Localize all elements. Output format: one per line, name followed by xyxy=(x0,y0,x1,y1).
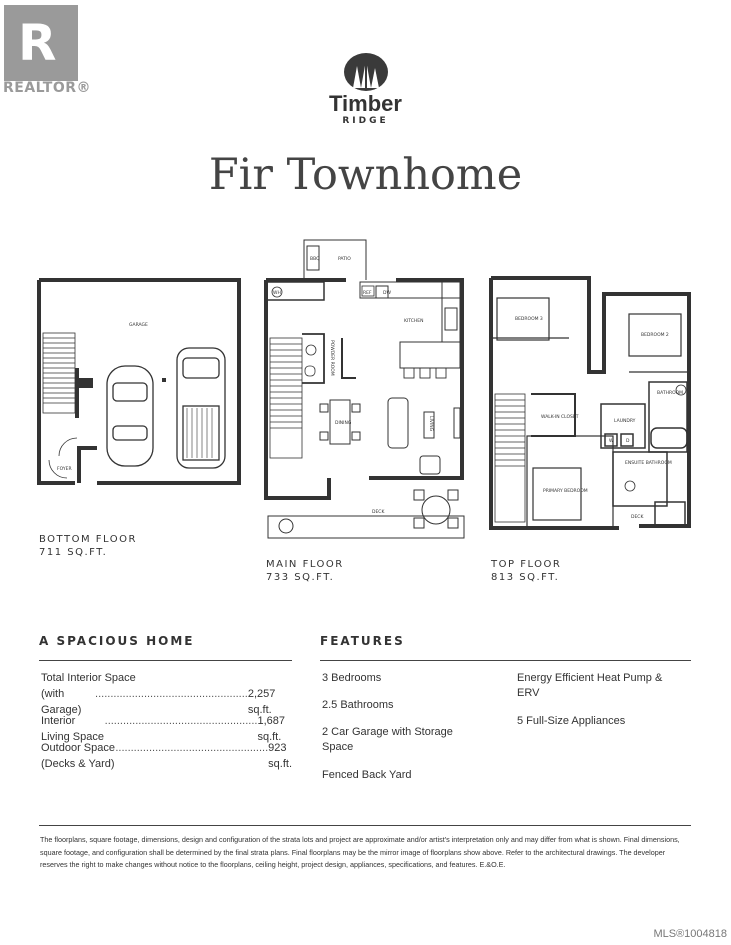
stat-label: Outdoor Space (Decks & Yard) xyxy=(41,742,115,770)
features-divider xyxy=(320,660,691,661)
spacious-heading: A SPACIOUS HOME xyxy=(39,634,195,648)
room-label-bathroom: BATHROOM xyxy=(657,391,684,396)
features-heading: FEATURES xyxy=(320,634,405,648)
leader-dots: .................................................. xyxy=(95,688,248,700)
room-label-deck: DECK xyxy=(372,510,385,515)
room-label-bedroom3: BEDROOM 3 xyxy=(515,317,543,322)
floor-area: 711 SQ.FT. xyxy=(39,547,108,558)
feature-item: Fenced Back Yard xyxy=(322,769,412,781)
stat-row-total xyxy=(41,670,292,718)
bottom-floor-label xyxy=(39,533,137,559)
stat-label-cont: (with Garage) xyxy=(41,688,82,716)
stat-label: Interior Living Space xyxy=(41,715,104,743)
bbq-label: BBQ xyxy=(310,257,320,262)
floor-area: 813 SQ.FT. xyxy=(491,572,560,583)
room-label-laundry: LAUNDRY xyxy=(614,419,636,424)
stat-label: Total Interior Space xyxy=(41,672,136,684)
wh-label: WH xyxy=(273,291,281,296)
stat-value: 1,687 sq.ft. xyxy=(257,715,285,743)
main-floor-label xyxy=(266,558,344,584)
room-label-walkin: WALK-IN CLOSET xyxy=(541,415,579,420)
leader-dots: .................................................. xyxy=(115,742,269,754)
disclaimer-text: The floorplans, square footage, dimensions, design and configuration of the strata lots and project are approximate and/or artist's interpretation only and may differ from what is shown. Final dimensions, square footage, and configuration shall be determined by the final strata plans. Final floorplans may be the mirror image of floorplans show above. Refer to the architectural drawings. The developer reserves the right to make changes without notice to the floorplans, ceiling height, project design, appliances, specifications, and features. E.&O.E. xyxy=(40,835,680,869)
room-label-living: LIVING xyxy=(428,416,433,432)
floor-name: BOTTOM FLOOR xyxy=(39,534,137,545)
top-floor-plan xyxy=(489,276,693,544)
room-label-garage: GARAGE xyxy=(129,323,148,328)
brand-subname: RIDGE xyxy=(342,116,389,126)
room-label-bedroom2: BEDROOM 2 xyxy=(641,333,669,338)
room-label-ensuite: ENSUITE BATHROOM xyxy=(625,461,672,466)
room-label-kitchen: KITCHEN xyxy=(404,319,424,324)
tree-icon xyxy=(343,52,389,92)
leader-dots: .................................................. xyxy=(104,715,258,727)
stat-value: 923 sq.ft. xyxy=(268,742,292,770)
feature-item: 5 Full-Size Appliances xyxy=(517,715,626,727)
floor-name: TOP FLOOR xyxy=(491,559,562,570)
brand-name: Timber xyxy=(329,91,402,116)
room-label-patio: PATIO xyxy=(338,257,351,262)
disclaimer-divider xyxy=(39,825,691,826)
stat-row-outdoor xyxy=(41,740,292,772)
page-title: Fir Townhome xyxy=(208,150,523,200)
room-label-primary: PRIMARY BEDROOM xyxy=(543,489,588,494)
feature-item: Energy Efficient Heat Pump & ERV xyxy=(517,672,663,699)
floor-area: 733 SQ.FT. xyxy=(266,572,335,583)
ref-label: REF xyxy=(363,291,372,296)
feature-item: 3 Bedrooms xyxy=(322,672,382,684)
feature-item: 2 Car Garage with Storage Space xyxy=(322,726,453,753)
washer-label: W xyxy=(609,439,614,444)
realtor-logo xyxy=(4,5,78,81)
dryer-label: D xyxy=(626,439,630,444)
room-label-powder: POWDER ROOM xyxy=(329,340,334,376)
realtor-wordmark: REALTOR® xyxy=(3,80,92,96)
room-label-deck-top: DECK xyxy=(631,515,644,520)
room-label-dining: DINING xyxy=(335,421,352,426)
realtor-logo-letter: R xyxy=(18,14,57,72)
room-label-foyer: FOYER xyxy=(57,467,72,472)
dw-label: DW xyxy=(383,291,391,296)
floor-name: MAIN FLOOR xyxy=(266,559,344,570)
mls-number: MLS®1004818 xyxy=(653,928,727,940)
feature-item: 2.5 Bathrooms xyxy=(322,699,394,711)
main-floor-plan xyxy=(264,238,466,540)
bottom-floor-plan xyxy=(37,278,242,488)
top-floor-label xyxy=(491,558,561,584)
spacious-divider xyxy=(39,660,292,661)
stat-value: 2,257 sq.ft. xyxy=(247,688,276,716)
